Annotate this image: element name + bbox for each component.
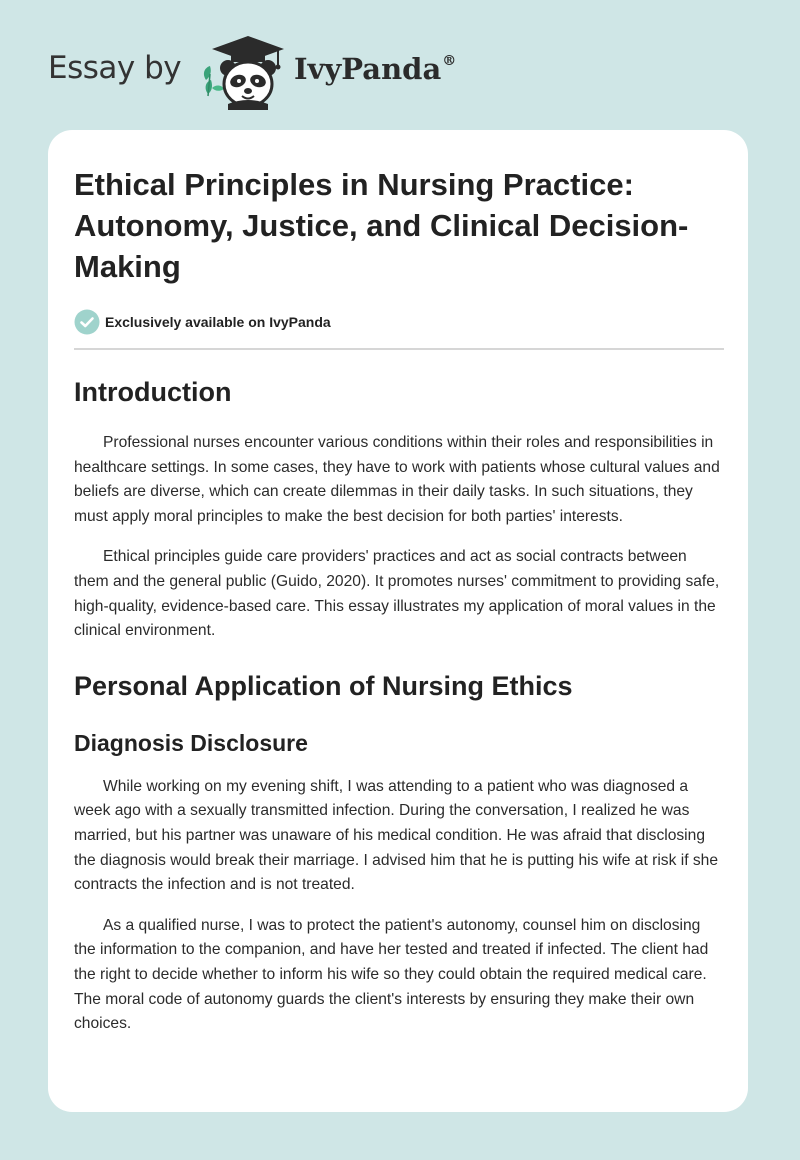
exclusive-badge-label: Exclusively available on IvyPanda — [105, 314, 331, 330]
registered-mark: ® — [442, 53, 457, 69]
title-divider — [74, 348, 724, 350]
essay-content — [74, 164, 724, 1037]
panda-logo-icon[interactable] — [198, 34, 288, 110]
subheading-diagnosis-disclosure: Diagnosis Disclosure — [74, 729, 308, 756]
section-heading-personal-application: Personal Application of Nursing Ethics — [74, 670, 573, 701]
brand-name[interactable] — [294, 52, 456, 86]
exclusive-badge — [74, 309, 724, 335]
brand-name-text: IvyPanda — [294, 52, 442, 86]
section-heading-introduction: Introduction — [74, 377, 232, 407]
essay-card — [48, 130, 748, 1112]
check-badge-icon — [74, 309, 100, 335]
essay-title: Ethical Principles in Nursing Practice: Autonomy, Justice, and Clinical Decision-Making — [74, 167, 689, 284]
intro-paragraph-1: Professional nurses encounter various conditions within their roles and responsibilities in healthcare settings. In some cases, they have to work with patients whose cultural values and beliefs are diverse, which can create dilemmas in their daily tasks. In such situations, they must apply moral principles to make the best decision for both parties' interests. — [74, 434, 720, 525]
essay-by-label: Essay by — [48, 50, 182, 86]
intro-paragraph-2: Ethical principles guide care providers' practices and act as social contracts between them and the general public (Guido, 2020). It promotes nurses' commitment to providing safe, high-quality, evidence-based care. This essay illustrates my application of moral values in the clinical environment. — [74, 548, 720, 640]
site-header — [48, 30, 508, 110]
diagnosis-paragraph-2: As a qualified nurse, I was to protect the patient's autonomy, counsel him on disclosing the information to the companion, and have her tested and treated if infected. The client had the right to decide whether to inform his wife so they could obtain the required medical care. The moral code of autonomy guards the client's interests by ensuring they make their own choices. — [74, 916, 709, 1033]
diagnosis-paragraph-1: While working on my evening shift, I was attending to a patient who was diagnosed a week ago with a sexually transmitted infection. During the conversation, I realized he was married, but his partner was unaware of his medical condition. He was afraid that disclosing the diagnosis would break their marriage. I advised him that he is putting his wife at risk if she contracts the infection and is not treated. — [74, 777, 718, 894]
